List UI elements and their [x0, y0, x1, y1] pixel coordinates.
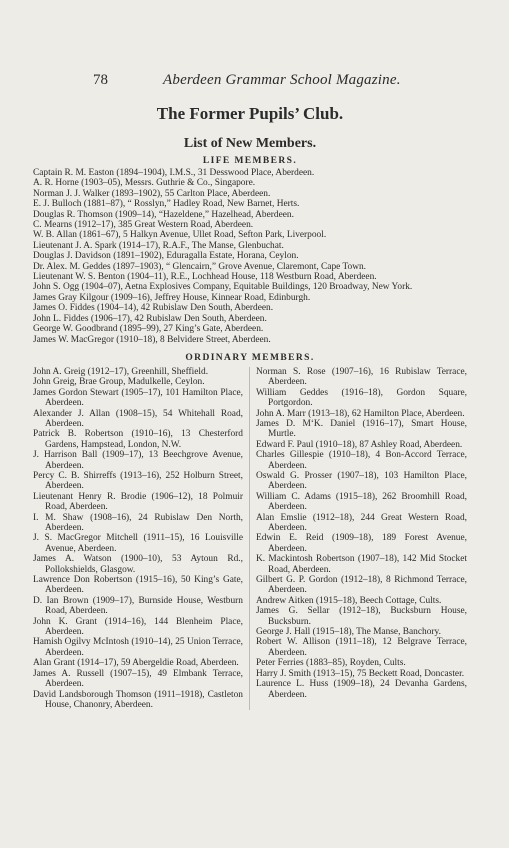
ordinary-member-entry: James Gordon Stewart (1905–17), 101 Hamilton Place, Aberdeen. [33, 387, 243, 409]
ordinary-member-entry: Alan Grant (1914–17), 59 Abergeldie Road, Aberdeen. [33, 658, 239, 669]
article-title: The Former Pupils’ Club. [156, 104, 344, 123]
journal-title: Aberdeen Grammar School Magazine. [163, 72, 401, 88]
life-member-entry: Captain R. M. Easton (1894–1904), I.M.S., 31 Desswood Place, Aberdeen. [33, 168, 315, 178]
ordinary-member-entry: J. Harrison Ball (1909–17), 13 Beechgrove Avenue, Aberdeen. [33, 450, 243, 471]
ordinary-member-entry: Charles Gillespie (1910–18), 4 Bon-Accord Terrace, Aberdeen. [256, 450, 467, 471]
life-member-entry: C. Mearns (1912–17), 385 Great Western Road, Aberdeen. [33, 220, 254, 231]
ordinary-members-right-column [250, 367, 467, 710]
ordinary-member-entry: James D. M‘K. Daniel (1916–17), Smart House, Murtle. [256, 418, 467, 440]
ordinary-member-entry: John A. Greig (1912–17), Greenhill, Sheffield. [33, 366, 209, 377]
ordinary-member-entry: George J. Hall (1915–18), The Manse, Banchory. [256, 627, 441, 638]
ordinary-members-columns [33, 367, 467, 710]
ordinary-member-entry: Oswald G. Prosser (1907–18), 103 Hamilton Place, Aberdeen. [256, 470, 467, 492]
ordinary-member-entry: Percy C. B. Shirreffs (1913–16), 252 Holburn Street, Aberdeen. [33, 470, 243, 492]
ordinary-member-entry: Patrick B. Robertson (1910–16), 13 Chesterford Gardens, Hampstead, London, N.W. [33, 429, 243, 450]
ordinary-member-entry: Lieutenant Henry R. Brodie (1906–12), 18 Polmuir Road, Aberdeen. [33, 491, 243, 513]
life-member-entry: Dr. Alex. M. Geddes (1897–1903), “ Glencairn,” Grove Avenue, Claremont, Cape Town. [33, 261, 367, 272]
life-members-list [33, 168, 467, 345]
ordinary-members-heading: ORDINARY MEMBERS. [185, 352, 315, 363]
ordinary-member-entry: William Geddes (1916–18), Gordon Square, Portgordon. [256, 387, 467, 409]
ordinary-member-entry: Norman S. Rose (1907–16), 16 Rubislaw Terrace, Aberdeen. [256, 366, 467, 388]
life-member-entry: John S. Ogg (1904–07), Aetna Explosives Company, Equitable Buildings, 120 Broadway, New York. [33, 282, 413, 293]
ordinary-member-entry: Alan Emslie (1912–18), 244 Great Western Road, Aberdeen. [256, 512, 467, 533]
life-member-entry: Lieutenant J. A. Spark (1914–17), R.A.F., The Manse, Glenbuchat. [33, 240, 284, 251]
page-number: 78 [93, 72, 108, 88]
life-member-entry: James O. Fiddes (1904–14), 42 Rubislaw Den South, Aberdeen. [33, 303, 274, 314]
ordinary-member-entry: Hamish Ogilvy McIntosh (1910–14), 25 Union Terrace, Aberdeen. [33, 637, 243, 658]
ordinary-member-entry: I. M. Shaw (1908–16), 24 Rubislaw Den North, Aberdeen. [33, 512, 243, 533]
article-subtitle: List of New Members. [183, 136, 317, 151]
ordinary-member-entry: Edwin E. Reid (1909–18), 189 Forest Avenue, Aberdeen. [256, 533, 467, 554]
ordinary-member-entry: J. S. MacGregor Mitchell (1911–15), 16 Louisville Avenue, Aberdeen. [33, 533, 243, 554]
ordinary-member-entry: Edward F. Paul (1910–18), 87 Ashley Road, Aberdeen. [256, 439, 463, 450]
ordinary-member-entry: John K. Grant (1914–16), 144 Blenheim Place, Aberdeen. [33, 616, 243, 638]
ordinary-member-entry: K. Mackintosh Robertson (1907–18), 142 Mid Stocket Road, Aberdeen. [256, 554, 467, 575]
life-member-entry: E. J. Bulloch (1881–87), “ Rosslyn,” Hadley Road, New Barnet, Herts. [33, 199, 300, 210]
life-member-entry: Douglas R. Thomson (1909–14), “Hazeldene,” Hazelhead, Aberdeen. [33, 209, 294, 220]
life-member-entry: Douglas J. Davidson (1891–1902), Eduragalla Estate, Horana, Ceylon. [33, 251, 299, 262]
ordinary-member-entry: D. Ian Brown (1909–17), Burnside House, Westburn Road, Aberdeen. [33, 595, 243, 617]
life-member-entry: James Gray Kilgour (1909–16), Jeffrey House, Kinnear Road, Edinburgh. [33, 292, 311, 303]
ordinary-member-entry: James A. Watson (1900–10), 53 Aytoun Rd., Pollokshields, Glasgow. [33, 554, 243, 575]
ordinary-member-entry: David Landsborough Thomson (1911–1918), Castleton House, Chanonry, Aberdeen. [33, 689, 243, 710]
ordinary-member-entry: Robert W. Allison (1911–18), 12 Belgrave Terrace, Aberdeen. [256, 637, 467, 658]
ordinary-members-left-column [33, 367, 250, 710]
running-head [33, 72, 467, 94]
ordinary-member-entry: Harry J. Smith (1913–15), 75 Beckett Road, Doncaster. [256, 668, 465, 679]
life-member-entry: A. R. Horne (1903–05), Messrs. Guthrie & Co., Singapore. [33, 178, 256, 189]
ordinary-member-entry: Peter Ferries (1883–85), Royden, Cults. [256, 658, 406, 669]
life-member-entry: Lieutenant W. S. Benton (1904–11), R.E., Lochhead House, 118 Westburn Road, Aberdeen. [33, 272, 377, 283]
ordinary-member-entry: Lawrence Don Robertson (1915–16), 50 King’s Gate, Aberdeen. [33, 575, 243, 596]
ordinary-member-entry: William C. Adams (1915–18), 262 Broomhill Road, Aberdeen. [256, 491, 467, 513]
life-member-entry: George W. Goodbrand (1895–99), 27 King’s Gate, Aberdeen. [33, 324, 264, 335]
life-member-entry: James W. MacGregor (1910–18), 8 Belvidere Street, Aberdeen. [33, 334, 271, 345]
ordinary-member-entry: Gilbert G. P. Gordon (1912–18), 8 Richmond Terrace, Aberdeen. [256, 575, 467, 596]
ordinary-member-entry: John A. Marr (1913–18), 62 Hamilton Place, Aberdeen. [256, 408, 465, 419]
ordinary-member-entry: Laurence L. Huss (1909–18), 24 Devanha Gardens, Aberdeen. [256, 679, 467, 700]
life-members-heading: LIFE MEMBERS. [202, 156, 298, 166]
ordinary-member-entry: Andrew Aitken (1915–18), Beech Cottage, Cults. [256, 595, 442, 606]
life-member-entry: W. B. Allan (1861–67), 5 Halkyn Avenue, Ullet Road, Sefton Park, Liverpool. [33, 230, 327, 241]
ordinary-member-entry: John Greig, Brae Group, Madulkelle, Ceylon. [33, 377, 205, 388]
life-member-entry: John L. Fiddes (1906–17), 42 Rubislaw Den South, Aberdeen. [33, 313, 267, 324]
ordinary-member-entry: Alexander J. Allan (1908–15), 54 Whitehall Road, Aberdeen. [33, 408, 243, 429]
ordinary-member-entry: James G. Sellar (1912–18), Bucksburn House, Bucksburn. [256, 606, 467, 627]
life-member-entry: Norman J. J. Walker (1893–1902), 55 Carlton Place, Aberdeen. [33, 188, 271, 199]
ordinary-member-entry: James A. Russell (1907–15), 49 Elmbank Terrace, Aberdeen. [33, 668, 243, 690]
